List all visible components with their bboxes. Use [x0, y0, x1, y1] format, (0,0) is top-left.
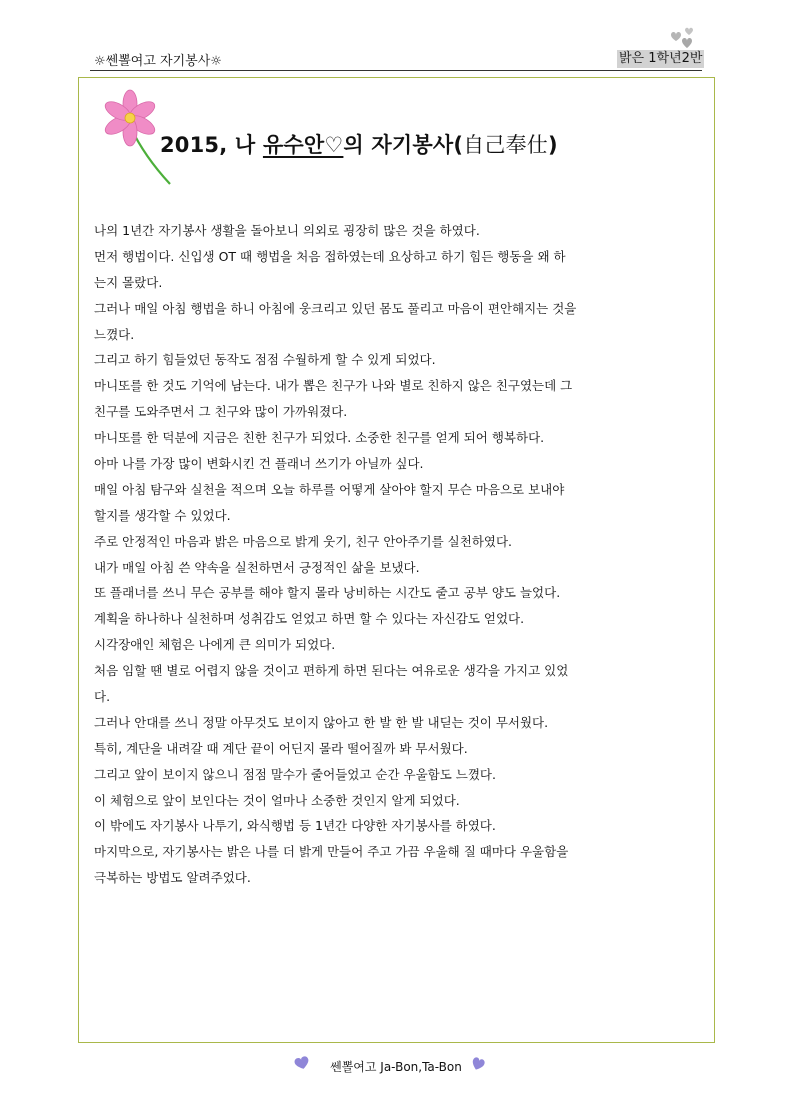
footer-text: 쎈뽈여고 Ja-Bon,Ta-Bon [330, 1060, 462, 1074]
header-school-label: ☼쎈뽈여고 자기봉사☼ [94, 54, 222, 69]
header-divider [90, 70, 702, 71]
body-line: 는지 몰랐다. [94, 274, 163, 290]
body-line: 느꼈다. [94, 326, 135, 342]
body-line: 그러나 매일 아침 행법을 하니 아침에 웅크리고 있던 몸도 풀리고 마음이 편안해지는 것을 [94, 300, 577, 316]
body-line: 계획을 하나하나 실천하며 성취감도 얻었고 하면 할 수 있다는 자신감도 얻었다. [94, 611, 525, 627]
essay-body [94, 218, 674, 891]
body-line: 그리고 하기 힘들었던 동작도 점점 수월하게 할 수 있게 되었다. [94, 352, 436, 368]
body-line: 이 체험으로 앞이 보인다는 것이 얼마나 소중한 것인지 알게 되었다. [94, 792, 460, 808]
body-line: 마니또를 한 덕분에 지금은 친한 친구가 되었다. 소중한 친구를 얻게 되어 행복하다. [94, 430, 545, 446]
body-line: 할지를 생각할 수 있었다. [94, 507, 231, 523]
page-title [160, 129, 558, 159]
heart-right-icon [470, 1056, 486, 1072]
body-line: 시각장애인 체험은 나에게 큰 의미가 되었다. [94, 637, 336, 653]
body-line: 다. [94, 689, 111, 705]
title-prefix: 2015, 나 [160, 133, 263, 157]
body-line: 마니또를 한 것도 기억에 남는다. 내가 뽑은 친구가 나와 별로 친하지 않은 친구였는데 그 [94, 378, 573, 394]
body-line: 극복하는 방법도 알려주었다. [94, 870, 251, 886]
title-middle: 의 자기봉사( [343, 133, 464, 157]
body-line: 또 플래너를 쓰니 무슨 공부를 해야 할지 몰라 낭비하는 시간도 줄고 공부 양도 늘었다. [94, 585, 561, 601]
body-line: 특히, 계단을 내려갈 때 계단 끝이 어딘지 몰라 떨어질까 봐 무서웠다. [94, 740, 468, 756]
title-name: 유수안♡ [262, 133, 344, 157]
body-line: 아마 나를 가장 많이 변화시킨 건 플래너 쓰기가 아닐까 싶다. [94, 456, 424, 472]
body-line: 그러나 안대를 쓰니 정말 아무것도 보이지 않아고 한 발 한 발 내딛는 것이 무서웠다. [94, 714, 549, 730]
body-line: 처음 임할 땐 별로 어렵지 않을 것이고 편하게 하면 된다는 여유로운 생각을 가지고 있었 [94, 663, 569, 679]
title-suffix: ) [547, 133, 558, 157]
hearts-decoration-icon [668, 26, 698, 52]
class-badge: 밝은 1학년2반 [619, 51, 703, 66]
body-line: 매일 아침 탐구와 실천을 적으며 오늘 하루를 어떻게 살아야 할지 무슨 마음으로 보내야 [94, 481, 565, 497]
body-line: 주로 안정적인 마음과 밝은 마음으로 밝게 웃기, 친구 안아주기를 실천하였다. [94, 533, 513, 549]
body-line: 내가 매일 아침 쓴 약속을 실천하면서 긍정적인 삶을 보냈다. [94, 559, 420, 575]
body-line: 친구를 도와주면서 그 친구와 많이 가까워졌다. [94, 404, 348, 420]
body-line: 나의 1년간 자기봉사 생활을 돌아보니 의외로 굉장히 많은 것을 하였다. [94, 223, 480, 238]
body-line: 그리고 앞이 보이지 않으니 점점 말수가 줄어들었고 순간 우울함도 느꼈다. [94, 766, 496, 782]
body-line: 먼저 행법이다. 신입생 OT 때 행법을 처음 접하였는데 요상하고 하기 힘든 행동을 왜 하 [94, 248, 566, 264]
body-line: 이 밖에도 자기봉사 나투기, 와식행법 등 1년간 다양한 자기봉사를 하였다. [94, 818, 496, 834]
body-line: 마지막으로, 자기봉사는 밝은 나를 더 밝게 만들어 주고 가끔 우울해 질 때마다 우울함을 [94, 844, 569, 860]
title-hanja: 自己奉仕 [463, 133, 548, 157]
